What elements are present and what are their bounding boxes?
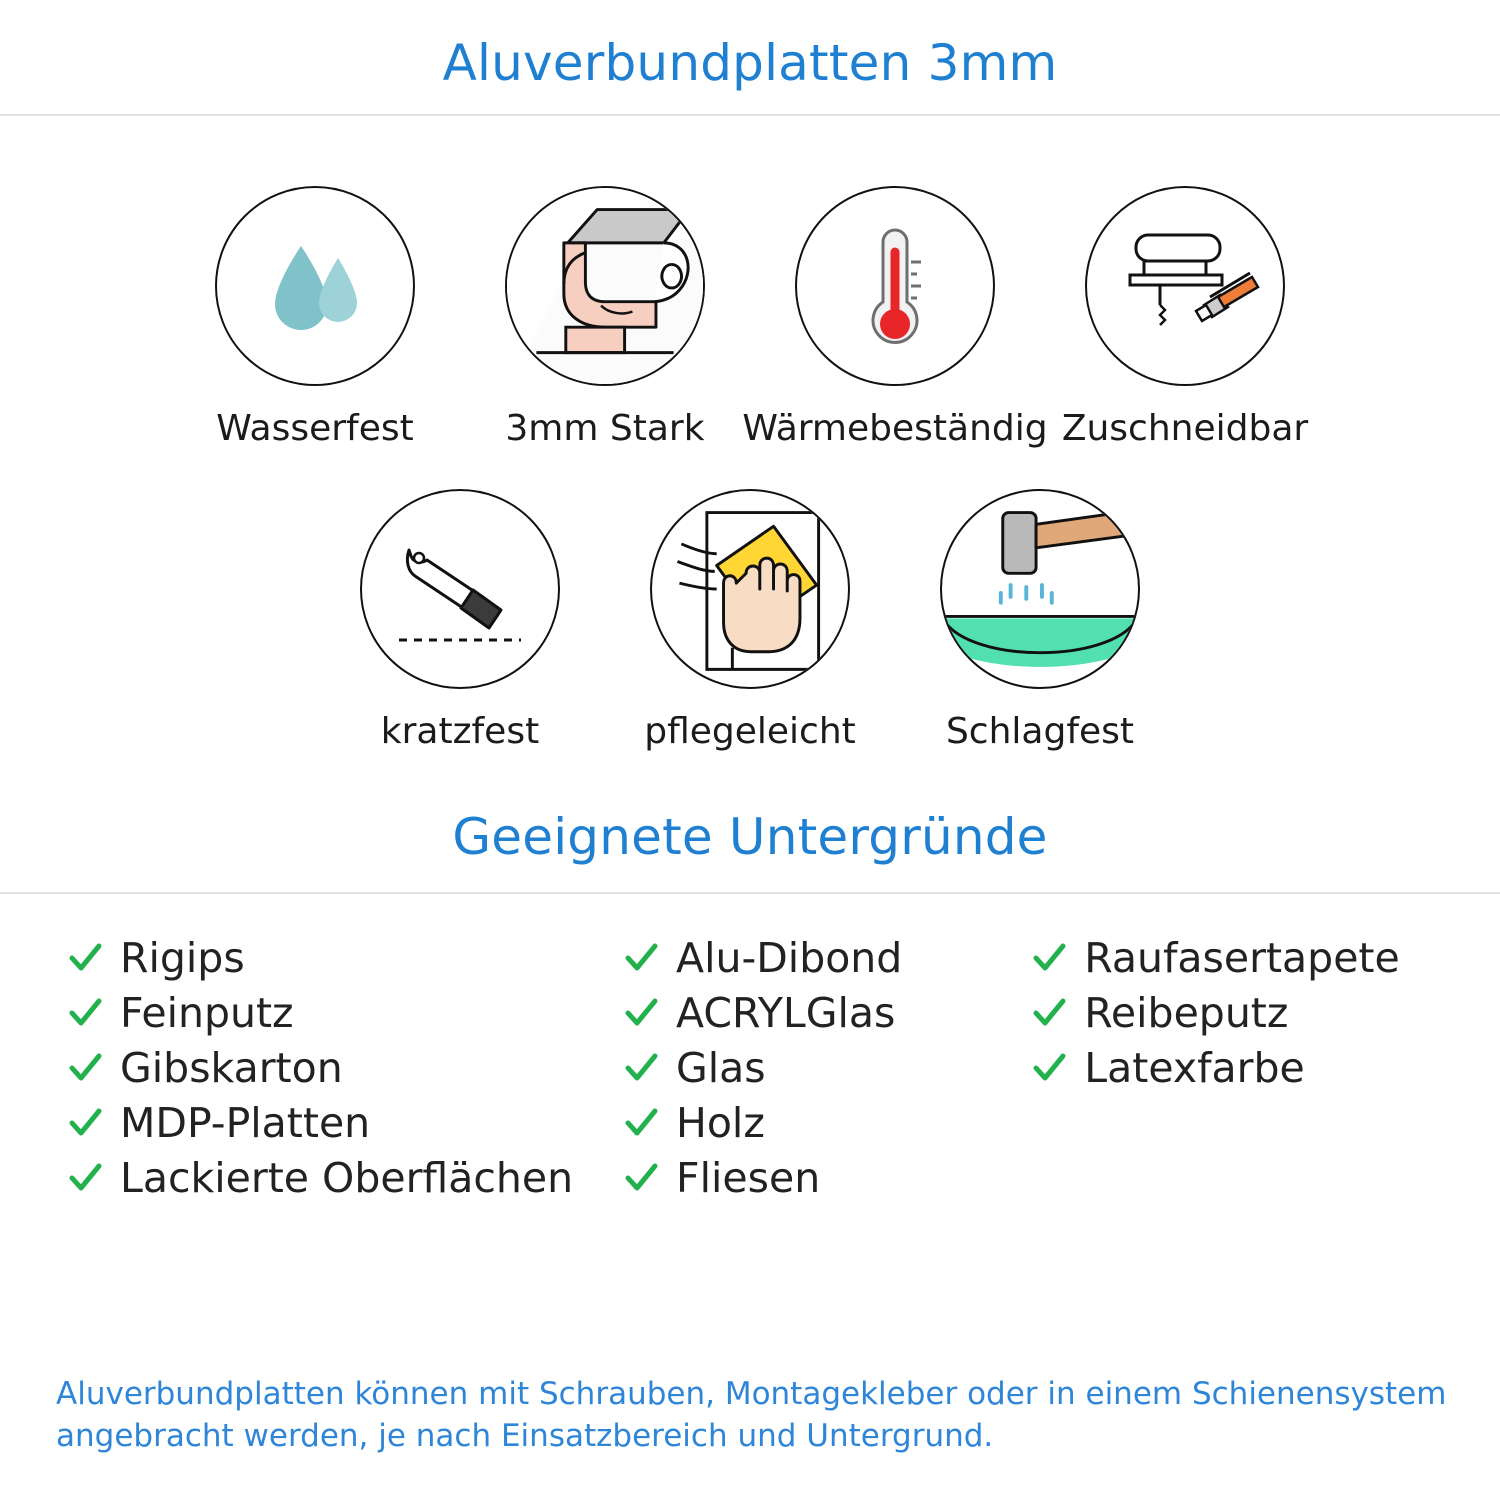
list-item-label: Rigips [120,933,245,982]
check-icon [624,1051,658,1085]
list-item [624,985,1032,1040]
feature-waermebestaendig [742,186,1048,449]
list-item [1032,930,1460,985]
list-item-label: Gibskarton [120,1043,343,1092]
feature-wasserfest [170,186,460,449]
feature-kratzfest [315,489,605,752]
feature-label: Wasserfest [216,408,414,449]
check-icon [624,996,658,1030]
list-item-label: Alu-Dibond [676,933,903,982]
water-drops-icon [215,186,415,386]
list-item-label: Glas [676,1043,766,1092]
list-item [68,985,624,1040]
list-item [1032,985,1460,1040]
feature-3mm-stark [460,186,750,449]
list-item [624,1040,1032,1095]
list-item-label: Raufasertapete [1084,933,1400,982]
check-icon [68,1106,102,1140]
list-item [624,1150,1032,1205]
surfaces-title: Geeignete Untergründe [452,808,1048,866]
list-item-label: Holz [676,1098,765,1147]
feature-label: Zuschneidbar [1061,408,1309,449]
list-item-label: Fliesen [676,1153,821,1202]
feature-section [0,116,1500,752]
list-item-label: Reibeputz [1084,988,1289,1037]
check-icon [68,1051,102,1085]
list-item-label: MDP-Platten [120,1098,371,1147]
list-item [68,1040,624,1095]
strong-arm-icon [505,186,705,386]
hand-cloth-icon [650,489,850,689]
list-item [68,1095,624,1150]
check-icon [1032,1051,1066,1085]
feature-row-2 [30,489,1470,752]
list-item [68,1150,624,1205]
check-icon [68,941,102,975]
check-icon [1032,996,1066,1030]
check-icon [68,996,102,1030]
jigsaw-cutter-icon [1085,186,1285,386]
check-icon [68,1161,102,1195]
feature-label: kratzfest [380,711,540,752]
knife-scratch-icon [360,489,560,689]
check-icon [1032,941,1066,975]
surfaces-column-2 [624,930,1032,1205]
list-item-label: Latexfarbe [1084,1043,1305,1092]
surfaces-list [0,894,1500,1205]
list-item-label: Feinputz [120,988,294,1037]
check-icon [624,1106,658,1140]
check-icon [624,941,658,975]
list-item [68,930,624,985]
hammer-impact-icon [940,489,1140,689]
footnote-text: Aluverbundplatten können mit Schrauben, Montagekleber oder in einem Schienensystem angebracht werden, je nach Einsatzbereich und Untergrund. [56,1376,1447,1455]
feature-label: pflegeleicht [644,711,856,752]
list-item-label: Lackierte Oberflächen [120,1153,574,1202]
page-title: Aluverbundplatten 3mm [442,34,1058,92]
feature-label: Wärmebeständig [742,408,1048,449]
feature-schlagfest [895,489,1185,752]
list-item [624,1095,1032,1150]
check-icon [624,1161,658,1195]
feature-zuschneidbar [1040,186,1330,449]
thermometer-icon [795,186,995,386]
list-item-label: ACRYLGlas [676,988,896,1037]
surfaces-column-3 [1032,930,1460,1205]
surfaces-column-1 [40,930,624,1205]
list-item [1032,1040,1460,1095]
feature-label: Schlagfest [945,711,1135,752]
feature-label: 3mm Stark [505,408,705,449]
feature-pflegeleicht [605,489,895,752]
list-item [624,930,1032,985]
feature-row-1 [30,186,1470,449]
